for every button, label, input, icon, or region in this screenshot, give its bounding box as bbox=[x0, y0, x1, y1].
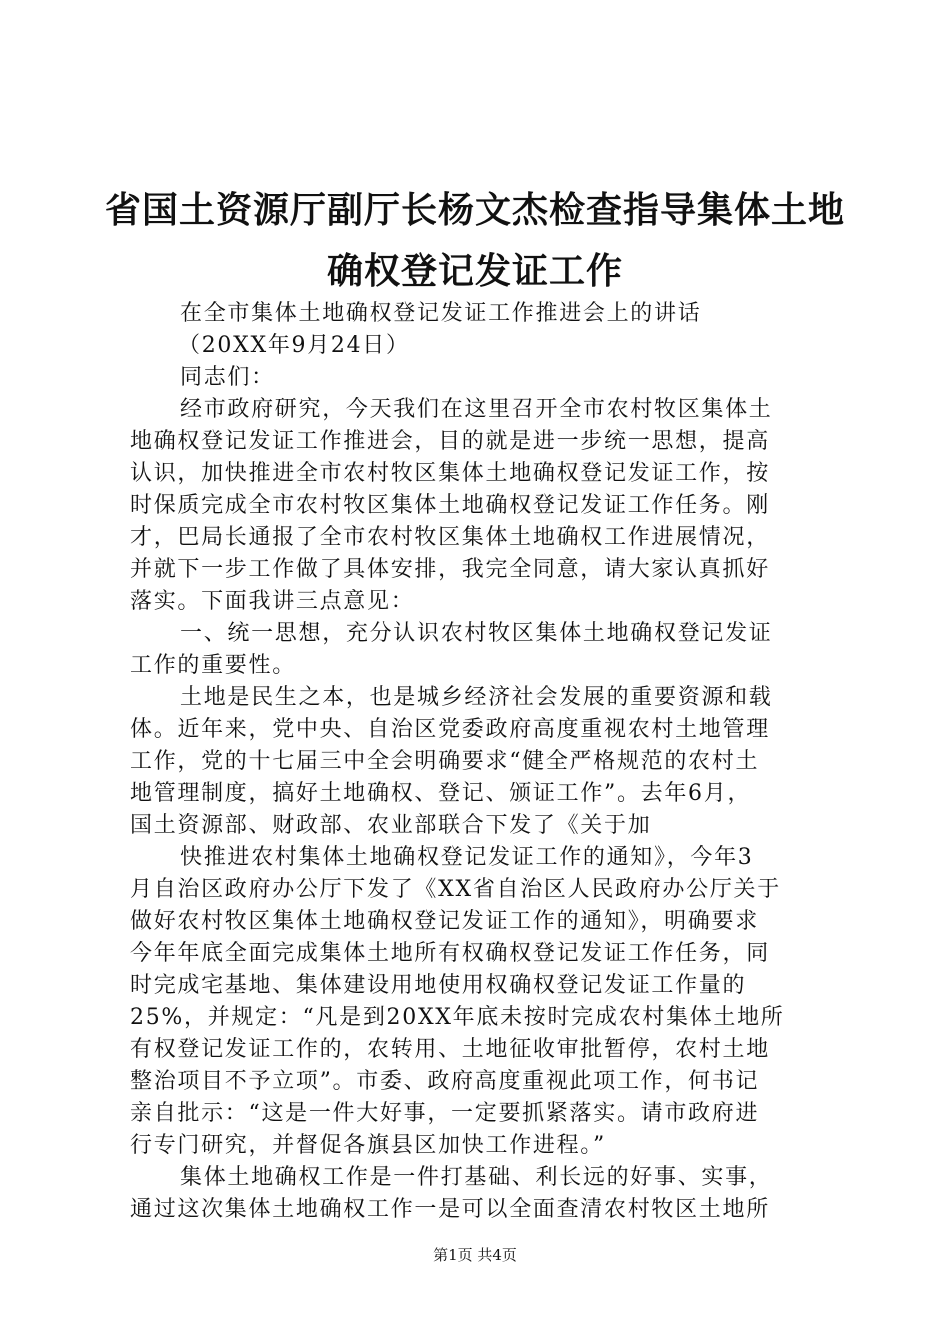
body-line: 落实。下面我讲三点意见： bbox=[130, 589, 415, 614]
body-line: 通过这次集体土地确权工作一是可以全面查清农村牧区土地所 bbox=[130, 1197, 770, 1222]
body-line: 土地是民生之本，也是城乡经济社会发展的重要资源和载 bbox=[180, 685, 773, 710]
body-line: 工作，党的十七届三中全会明确要求“健全严格规范的农村土 bbox=[130, 749, 760, 774]
speech-subtitle: 在全市集体土地确权登记发证工作推进会上的讲话 bbox=[180, 301, 702, 326]
body-line: 亲自批示：“这是一件大好事，一定要抓紧落实。请市政府进 bbox=[130, 1101, 760, 1126]
body-line: 时完成宅基地、集体建设用地使用权确权登记发证工作量的 bbox=[130, 973, 747, 998]
speech-date: （20XX年9月24日） bbox=[178, 333, 410, 358]
body-line: 整治项目不予立项”。市委、政府高度重视此项工作，何书记 bbox=[130, 1069, 760, 1094]
body-line: 体。近年来，党中央、自治区党委政府高度重视农村土地管理 bbox=[130, 717, 770, 742]
document-title-line-2: 确权登记发证工作 bbox=[326, 250, 623, 292]
body-line: 地确权登记发证工作推进会，目的就是进一步统一思想，提高 bbox=[130, 429, 770, 454]
body-line: 并就下一步工作做了具体安排，我完全同意，请大家认真抓好 bbox=[130, 557, 770, 582]
body-line: 行专门研究，并督促各旗县区加快工作进程。” bbox=[130, 1133, 606, 1158]
salutation: 同志们： bbox=[180, 365, 275, 390]
body-line: 今年年底全面完成集体土地所有权确权登记发证工作任务，同 bbox=[130, 941, 770, 966]
section-heading: 工作的重要性。 bbox=[130, 653, 296, 678]
page-footer: 第1页 共4页 bbox=[433, 1246, 517, 1264]
body-line: 时保质完成全市农村牧区集体土地确权登记发证工作任务。刚 bbox=[130, 493, 770, 518]
body-line: 才，巴局长通报了全市农村牧区集体土地确权工作进展情况， bbox=[130, 525, 770, 550]
body-line: 认识，加快推进全市农村牧区集体土地确权登记发证工作，按 bbox=[130, 461, 770, 486]
body-line: 地管理制度，搞好土地确权、登记、颁证工作”。去年6月， bbox=[130, 781, 752, 806]
body-line: 25%，并规定：“凡是到20XX年底未按时完成农村集体土地所 bbox=[130, 1005, 785, 1030]
body-line: 有权登记发证工作的，农转用、土地征收审批暂停，农村土地 bbox=[130, 1037, 770, 1062]
body-line: 月自治区政府办公厅下发了《XX省自治区人民政府办公厅关于 bbox=[130, 877, 781, 902]
body-line: 快推进农村集体土地确权登记发证工作的通知》，今年3 bbox=[180, 845, 754, 870]
document-title-line-1: 省国土资源厅副厅长杨文杰检查指导集体土地 bbox=[104, 189, 845, 231]
section-heading: 一、统一思想，充分认识农村牧区集体土地确权登记发证 bbox=[180, 621, 773, 646]
body-line: 国土资源部、财政部、农业部联合下发了《关于加 bbox=[130, 813, 652, 838]
body-line: 经市政府研究，今天我们在这里召开全市农村牧区集体土 bbox=[180, 397, 773, 422]
body-line: 做好农村牧区集体土地确权登记发证工作的通知》，明确要求 bbox=[130, 909, 759, 934]
body-line: 集体土地确权工作是一件打基础、利长远的好事、实事， bbox=[180, 1165, 773, 1190]
